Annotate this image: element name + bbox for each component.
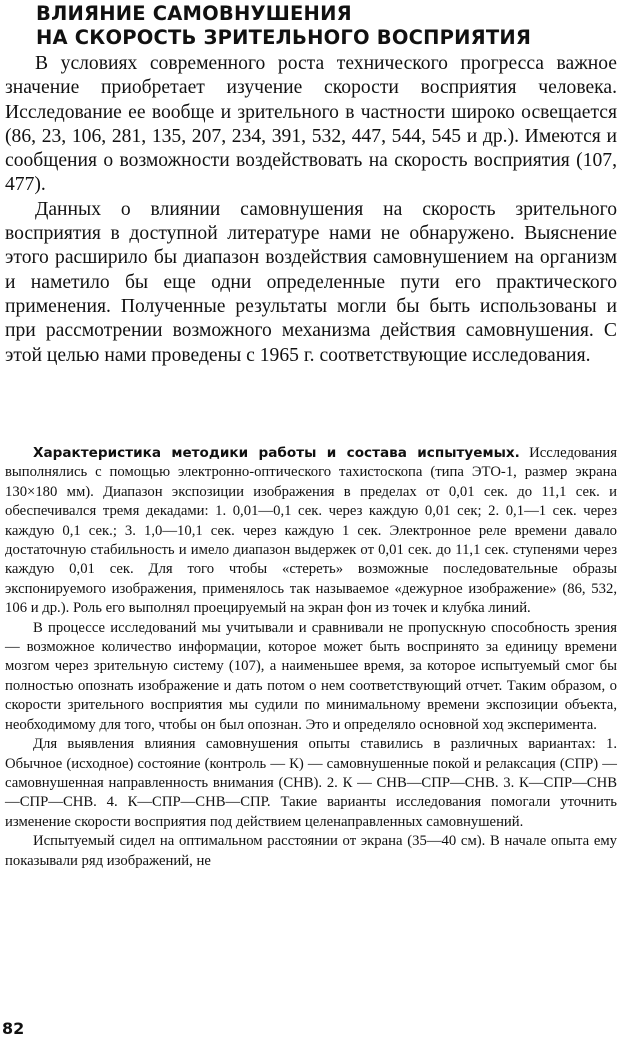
methods-paragraph-2: В процессе исследований мы учитывали и сравнивали не пропускную способность зрения — возможное количество информации, которое может быть воспринято за единицу времени мозгом через зрительную систему (107), а наименьшее время, за которое испытуемый смог бы полностью опознать изображение и дать потом о нем соответствующий отчет. Таким образом, о скорости зрительного восприятия мы судили по минимальному времени экспозиции объекта, необходимому для того, чтобы он был опознан. Это и определяло основной ход эксперимента. <box>5 619 617 733</box>
heading-line-2: НА СКОРОСТЬ ЗРИТЕЛЬНОГО ВОСПРИЯТИЯ <box>36 26 532 49</box>
page-number: 82 <box>2 1019 25 1038</box>
heading-line-1: ВЛИЯНИЕ САМОВНУШЕНИЯ <box>36 2 352 25</box>
intro-paragraph-2: Данных о влиянии самовнушения на скорость зрительного восприятия в доступной литературе нами не обнаружено. Выяснение этого расширило бы диапазон воздействия самовнушением на организм и наметило бы еще одни определенные пути его практического применения. Полученные результаты могли бы быть использованы и при рассмотрении возможного механизма действия самовнушения. С этой целью нами проведены с 1965 г. соответствующие исследования. <box>5 198 617 366</box>
methods-paragraph-3: Для выявления влияния самовнушения опыты ставились в различных вариантах: 1. Обычное (исходное) состояние (контроль — К) — самовнушенные покой и релаксация (СПР) — самовнушенная направленность внимания (СНВ). 2. К — СНВ—СПР—СНВ. 3. К—СПР—СНВ—СПР—СНВ. 4. К—СПР—СНВ—СПР. Такие варианты исследования помогали уточнить изменение скорости восприятия под действием целенаправленных самовнушений. <box>5 736 617 830</box>
methods-paragraph-1-text: Исследования выполнялись с помощью электронно-оптического тахистоскопа (типа ЭТО-1, размер экрана 130×180 мм). Диапазон экспозиции изображения в пределах от 0,01 сек. до 11,1 сек. и обеспечивался тремя декадами: 1. 0,01—0,1 сек. через каждую 0,01 сек; 2. 0,1—1 сек. через каждую 0,1 сек.; 3. 1,0—10,1 сек. через каждую 1 сек. Электронное реле времени давало достаточную стабильность и имело диапазон выдержек от 0,01 сек. до 11,1 сек. ступенями через каждую 0,01 сек. Для того чтобы «стереть» возможные последовательные образы экспонируемого изображения, применялось так называемое «дежурное изображение» (86, 532, 106 и др.). Роль его выполнял проецируемый на экран фон из точек и клубка линий. <box>5 445 617 617</box>
methods-paragraph-1 <box>5 444 617 619</box>
methods-subheading: Характеристика методики работы и состава испытуемых. <box>33 445 520 461</box>
intro-text <box>5 52 617 368</box>
methods-text <box>5 444 617 871</box>
methods-paragraph-4: Испытуемый сидел на оптимальном расстоянии от экрана (35—40 см). В начале опыта ему показывали ряд изображений, не <box>5 833 617 869</box>
intro-paragraph-1: В условиях современного роста технического прогресса важное значение приобретает изучение скорости восприятия человека. Исследование ее вообще и зрительного в частности широко освещается (86, 23, 106, 281, 135, 207, 234, 391, 532, 447, 544, 545 и др.). Имеются и сообщения о возможности воздействовать на скорость восприятия (107, 477). <box>5 53 617 196</box>
section-heading <box>36 2 596 50</box>
